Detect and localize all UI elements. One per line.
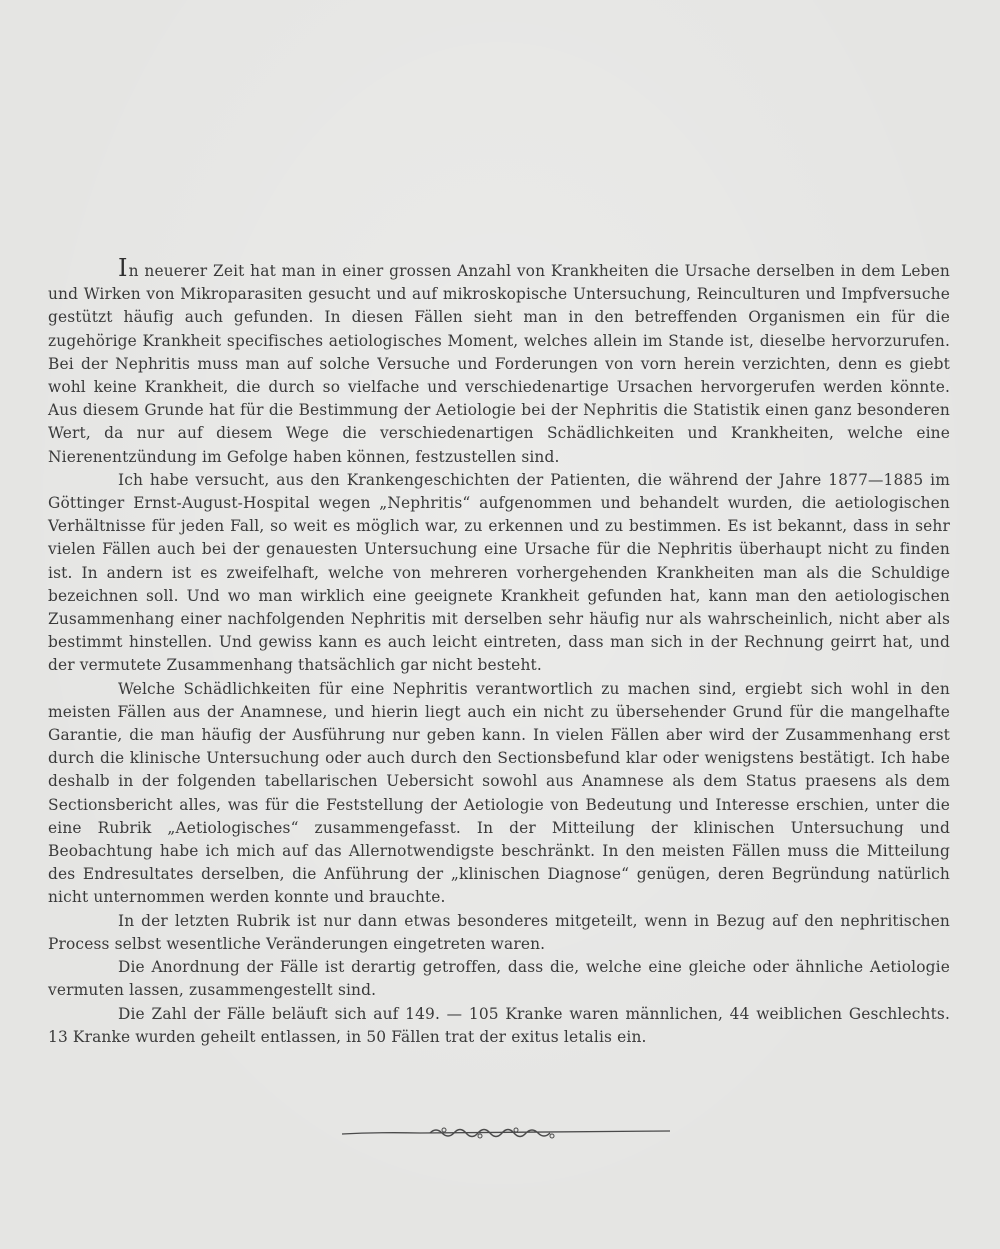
paragraph-6: Die Zahl der Fälle beläuft sich auf 149. — 105 Kranke waren männlichen, 44 weiblichen Geschlechts. 13 Kranke wurden geheilt entlassen, in 50 Fällen trat der exitus letalis ein.: [48, 1004, 950, 1046]
paragraph-4: In der letzten Rubrik ist nur dann etwas besonderes mitgeteilt, wenn in Bezug auf den nephritischen Process selbst wesentliche Veränderungen eingetreten waren.: [48, 911, 950, 953]
ornament-divider-icon: [340, 1118, 670, 1148]
drop-cap-letter: I: [118, 254, 128, 282]
paragraph-2: Ich habe versucht, aus den Krankengeschichten der Patienten, die während der Jahre 1877—1885 im Göttinger Ernst-August-Hospital wegen „Nephritis“ aufgenommen und behandelt wurden, die aetiologischen Verhältnisse für jeden Fall, so weit es möglich war, zu erkennen und zu bestimmen. Es ist bekannt, dass in sehr vielen Fällen auch bei der genauesten Untersuchung eine Ursache für die Nephritis überhaupt nicht zu finden ist. In andern ist es zweifelhaft, welche von mehreren vorhergehenden Krankheiten man als die Schuldige bezeichnen soll. Und wo man wirklich eine geeignete Krankheit gefunden hat, kann man den aetiologischen Zusammenhang einer nachfolgenden Nephritis mit derselben sehr häufig nur als wahrscheinlich, nicht aber als bestimmt hinstellen. Und gewiss kann es auch leicht eintreten, dass man sich in der Rechnung geirrt hat, und der vermutete Zusammenhang thatsächlich gar nicht besteht.: [48, 470, 950, 675]
body-text: [48, 254, 950, 1049]
paragraph-5: Die Anordnung der Fälle ist derartig getroffen, dass die, welche eine gleiche oder ähnliche Aetiologie vermuten lassen, zusammengestellt sind.: [48, 958, 950, 1000]
paragraph-1-text: n neuerer Zeit hat man in einer grossen Anzahl von Krankheiten die Ursache derselben in dem Leben und Wirken von Mikroparasiten gesucht und auf mikroskopische Untersuchung, Reinculturen und Impfversuche gestützt häufig auch gefunden. In diesen Fällen sieht man in den betreffenden Organismen ein für die zugehörige Krankheit specifisches aetiologisches Moment, welches allein im Stande ist, dieselbe hervorzurufen. Bei der Nephritis muss man auf solche Versuche und Forderungen von vorn herein verzichten, denn es giebt wohl keine Krankheit, die durch so vielfache und verschiedenartige Ursachen hervorgerufen werden könnte. Aus diesem Grunde hat für die Bestimmung der Aetiologie bei der Nephritis die Statistik einen ganz besonderen Wert, da nur auf diesem Wege die verschiedenartigen Schädlichkeiten und Krankheiten, welche eine Nierenentzündung im Gefolge haben können, festzustellen sind.: [48, 262, 950, 466]
paragraph-1: [48, 254, 950, 469]
paragraph-3: Welche Schädlichkeiten für eine Nephritis verantwortlich zu machen sind, ergiebt sich wohl in den meisten Fällen aus der Anamnese, und hierin liegt auch ein nicht zu übersehender Grund für die mangelhafte Garantie, die man häufig der Ausführung nur geben kann. In vielen Fällen aber wird der Zusammenhang erst durch die klinische Untersuchung oder auch durch den Sectionsbefund klar oder wenigstens bestätigt. Ich habe deshalb in der folgenden tabellarischen Uebersicht sowohl aus Anamnese als dem Status praesens als dem Sectionsbericht alles, was für die Feststellung der Aetiologie von Bedeutung und Interesse erschien, unter die eine Rubrik „Aetiologisches“ zusammengefasst. In der Mitteilung der klinischen Untersuchung und Beobachtung habe ich mich auf das Allernotwendigste beschränkt. In den meisten Fällen muss die Mitteilung des Endresultates derselben, die Anführung der „klinischen Diagnose“ genügen, deren Begründung natürlich nicht unternommen werden konnte und brauchte.: [48, 679, 950, 907]
